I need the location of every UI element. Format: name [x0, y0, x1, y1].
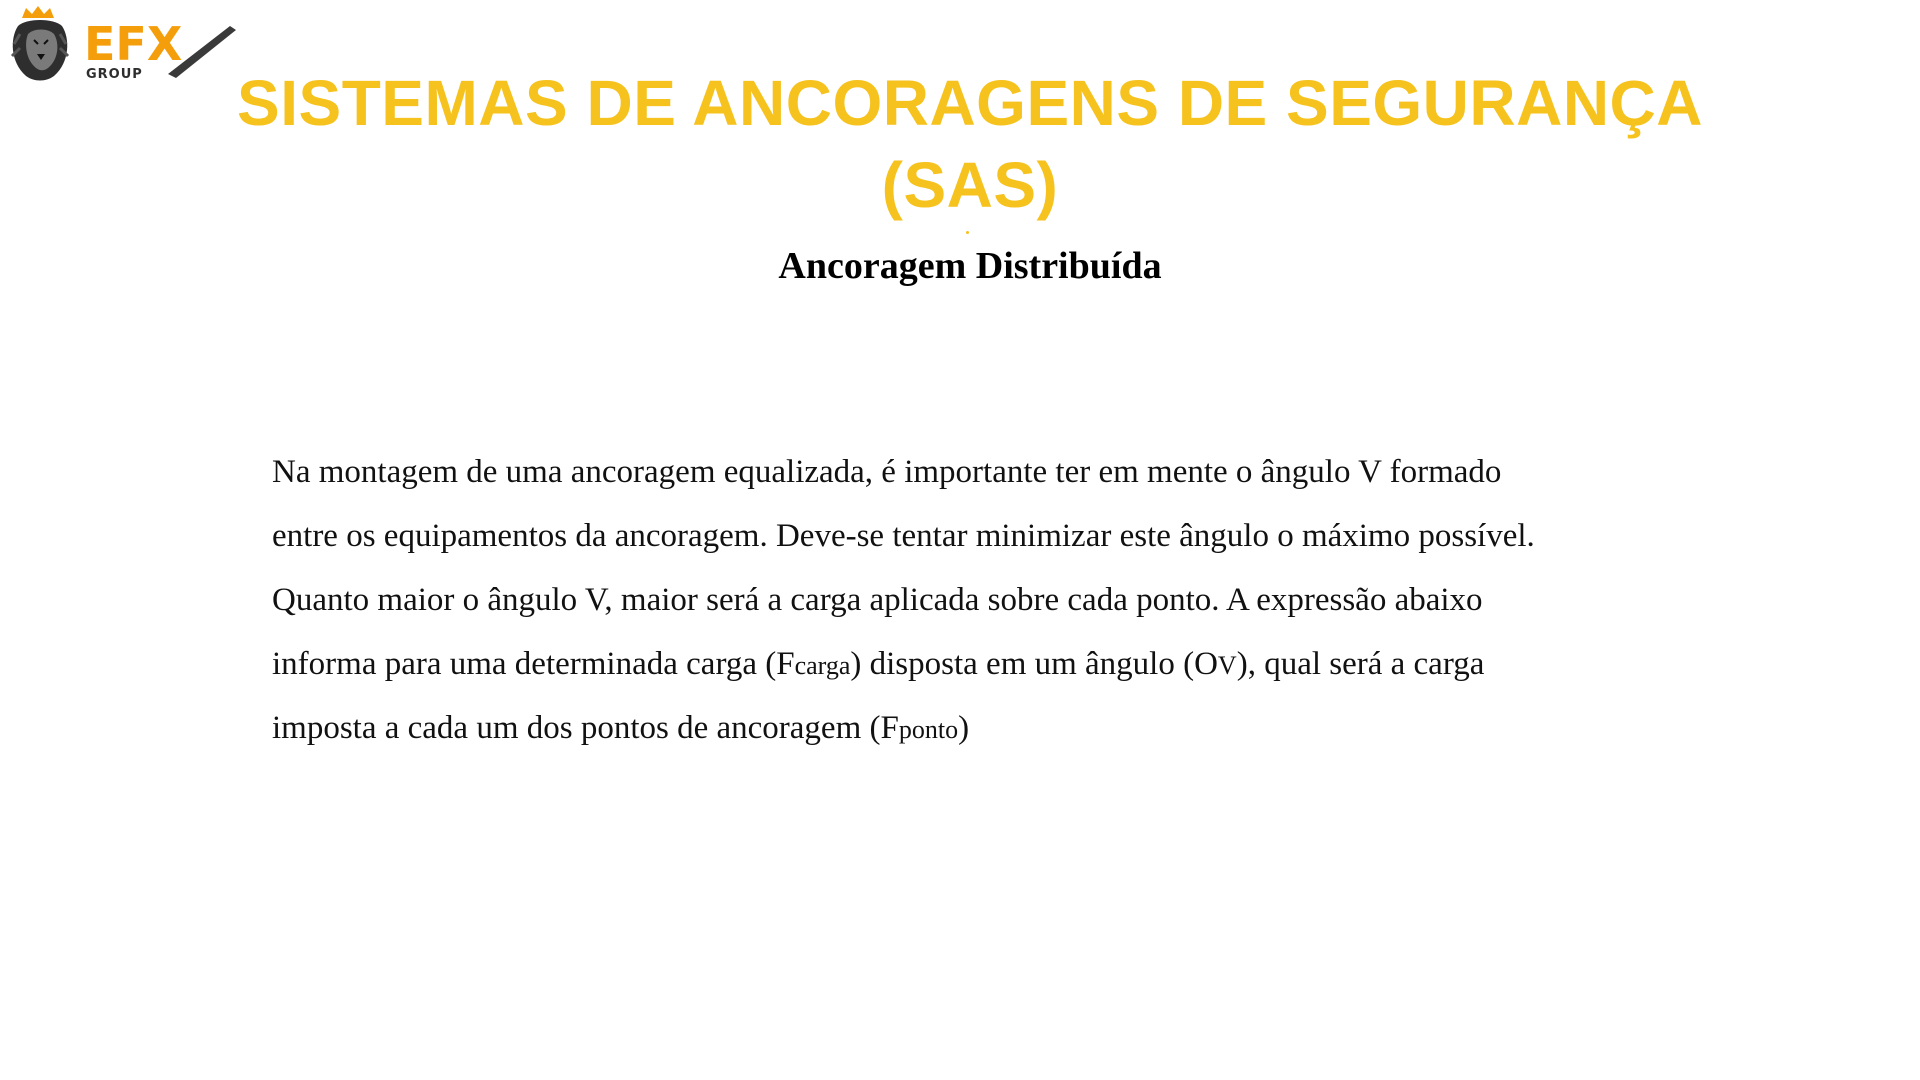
page-title [200, 62, 1740, 226]
lion-crown-icon [12, 6, 68, 81]
subscript-v: V [1217, 651, 1237, 680]
decorative-dot [966, 231, 969, 234]
logo-subtext: GROUP [86, 67, 143, 82]
subscript-ponto: ponto [898, 715, 959, 744]
body-line-4-text-a: informa para uma determinada carga (F [272, 646, 795, 682]
body-line-5 [272, 696, 1692, 760]
body-line-5-text-a: imposta a cada um dos pontos de ancoragem (F [272, 710, 899, 746]
body-line-4 [272, 632, 1692, 696]
title-line-2: (SAS) [881, 149, 1059, 221]
body-line-3: Quanto maior o ângulo V, maior será a carga aplicada sobre cada ponto. A expressão abaixo [272, 582, 1483, 618]
subscript-carga: carga [794, 651, 851, 680]
body-paragraph [272, 440, 1692, 760]
body-line-2: entre os equipamentos da ancoragem. Deve-se tentar minimizar este ângulo o máximo possível. [272, 518, 1535, 554]
title-line-1: SISTEMAS DE ANCORAGENS DE SEGURANÇA [237, 67, 1703, 139]
body-line-5-text-b: ) [958, 710, 970, 746]
body-line-4-text-c: ), qual será a carga [1236, 646, 1485, 682]
section-subtitle: Ancoragem Distribuída [778, 245, 1162, 287]
body-line-1: Na montagem de uma ancoragem equalizada, é importante ter em mente o ângulo V formado [272, 454, 1502, 490]
logo-wordmark: EFX [84, 17, 183, 71]
body-line-4-text-b: ) disposta em um ângulo (O [850, 646, 1218, 682]
